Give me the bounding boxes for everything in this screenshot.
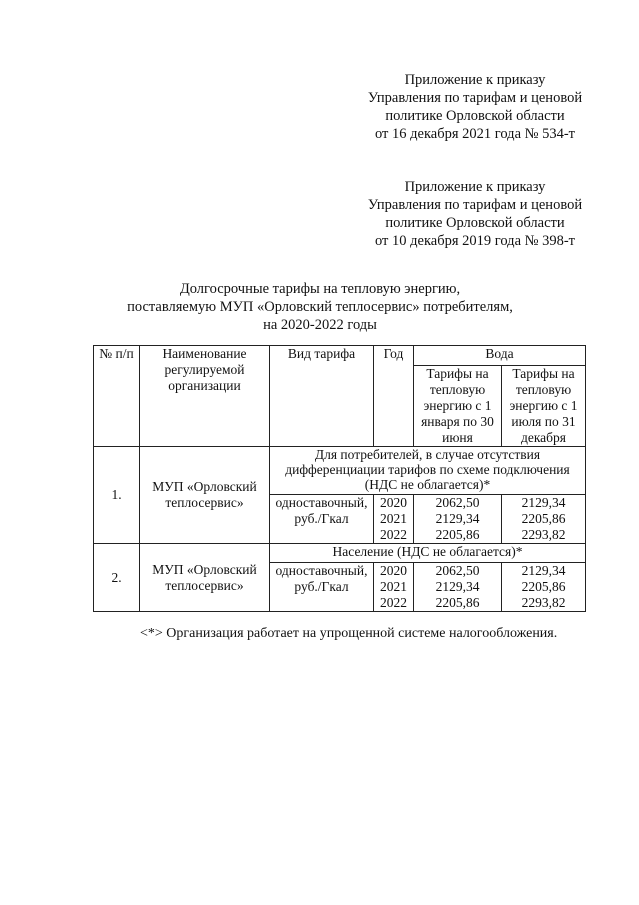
row-period1-values (414, 495, 502, 544)
year-value: 2022 (380, 595, 407, 610)
tariff-table (93, 345, 586, 612)
tariff-value: 2129,34 (521, 563, 566, 578)
tariff-value: 2293,82 (521, 595, 566, 610)
title-line: поставляемую МУП «Орловский теплосервис» потребителям, (127, 299, 513, 315)
year-value: 2021 (380, 511, 407, 526)
table-header-row (94, 346, 586, 366)
row-num: 1. (94, 447, 140, 544)
row-tariff-type: одноставочный, руб./Гкал (270, 495, 374, 544)
document-title (60, 280, 580, 334)
header-water: Вода (414, 346, 586, 366)
row-org: МУП «Орловский теплосервис» (140, 447, 270, 544)
year-value: 2020 (380, 563, 407, 578)
tariff-value: 2129,34 (435, 511, 480, 526)
row-condition: Население (НДС не облагается)* (270, 544, 586, 563)
year-value: 2020 (380, 495, 407, 510)
row-period2-values (502, 563, 586, 612)
tariff-value: 2062,50 (435, 563, 480, 578)
appendix-line: Управления по тарифам и ценовой (367, 197, 583, 213)
row-period1-values (414, 563, 502, 612)
row-condition: Для потребителей, в случае отсутствия дифференциации тарифов по схеме подключения (НДС не облагается)* (270, 447, 586, 495)
appendix-line: политике Орловской области (385, 215, 565, 231)
appendix-line: политике Орловской области (385, 108, 565, 124)
tariff-value: 2293,82 (521, 527, 566, 542)
header-tariff-type: Вид тарифа (270, 346, 374, 447)
header-org: Наименование регулируемой организации (140, 346, 270, 447)
header-num: № п/п (94, 346, 140, 447)
appendix-line: Приложение к приказу (404, 72, 546, 88)
tariff-value: 2129,34 (521, 495, 566, 510)
appendix-line: от 16 декабря 2021 года № 534-т (375, 126, 575, 142)
appendix-original-order (330, 178, 620, 250)
row-years (374, 495, 414, 544)
appendix-line: Управления по тарифам и ценовой (367, 90, 583, 106)
tariff-value: 2205,86 (521, 511, 566, 526)
row-num: 2. (94, 544, 140, 612)
table-row (94, 544, 586, 563)
tariff-value: 2129,34 (435, 579, 480, 594)
appendix-line: от 10 декабря 2019 года № 398-т (375, 233, 575, 249)
title-line: Долгосрочные тарифы на тепловую энергию, (179, 281, 461, 297)
header-year: Год (374, 346, 414, 447)
year-value: 2021 (380, 579, 407, 594)
tariff-value: 2205,86 (435, 527, 480, 542)
header-period1: Тарифы на тепловую энергию с 1 января по 30 июня (414, 366, 502, 447)
table-row (94, 447, 586, 495)
row-period2-values (502, 495, 586, 544)
tariff-value: 2205,86 (521, 579, 566, 594)
appendix-current-order (330, 71, 620, 143)
row-years (374, 563, 414, 612)
year-value: 2022 (380, 527, 407, 542)
header-period2: Тарифы на тепловую энергию с 1 июля по 31 декабря (502, 366, 586, 447)
title-line: на 2020-2022 годы (263, 317, 377, 333)
tariff-value: 2062,50 (435, 495, 480, 510)
appendix-line: Приложение к приказу (404, 179, 546, 195)
tariff-value: 2205,86 (435, 595, 480, 610)
footnote: <*> Организация работает на упрощенной системе налогообложения. (140, 626, 558, 641)
row-tariff-type: одноставочный, руб./Гкал (270, 563, 374, 612)
row-org: МУП «Орловский теплосервис» (140, 544, 270, 612)
